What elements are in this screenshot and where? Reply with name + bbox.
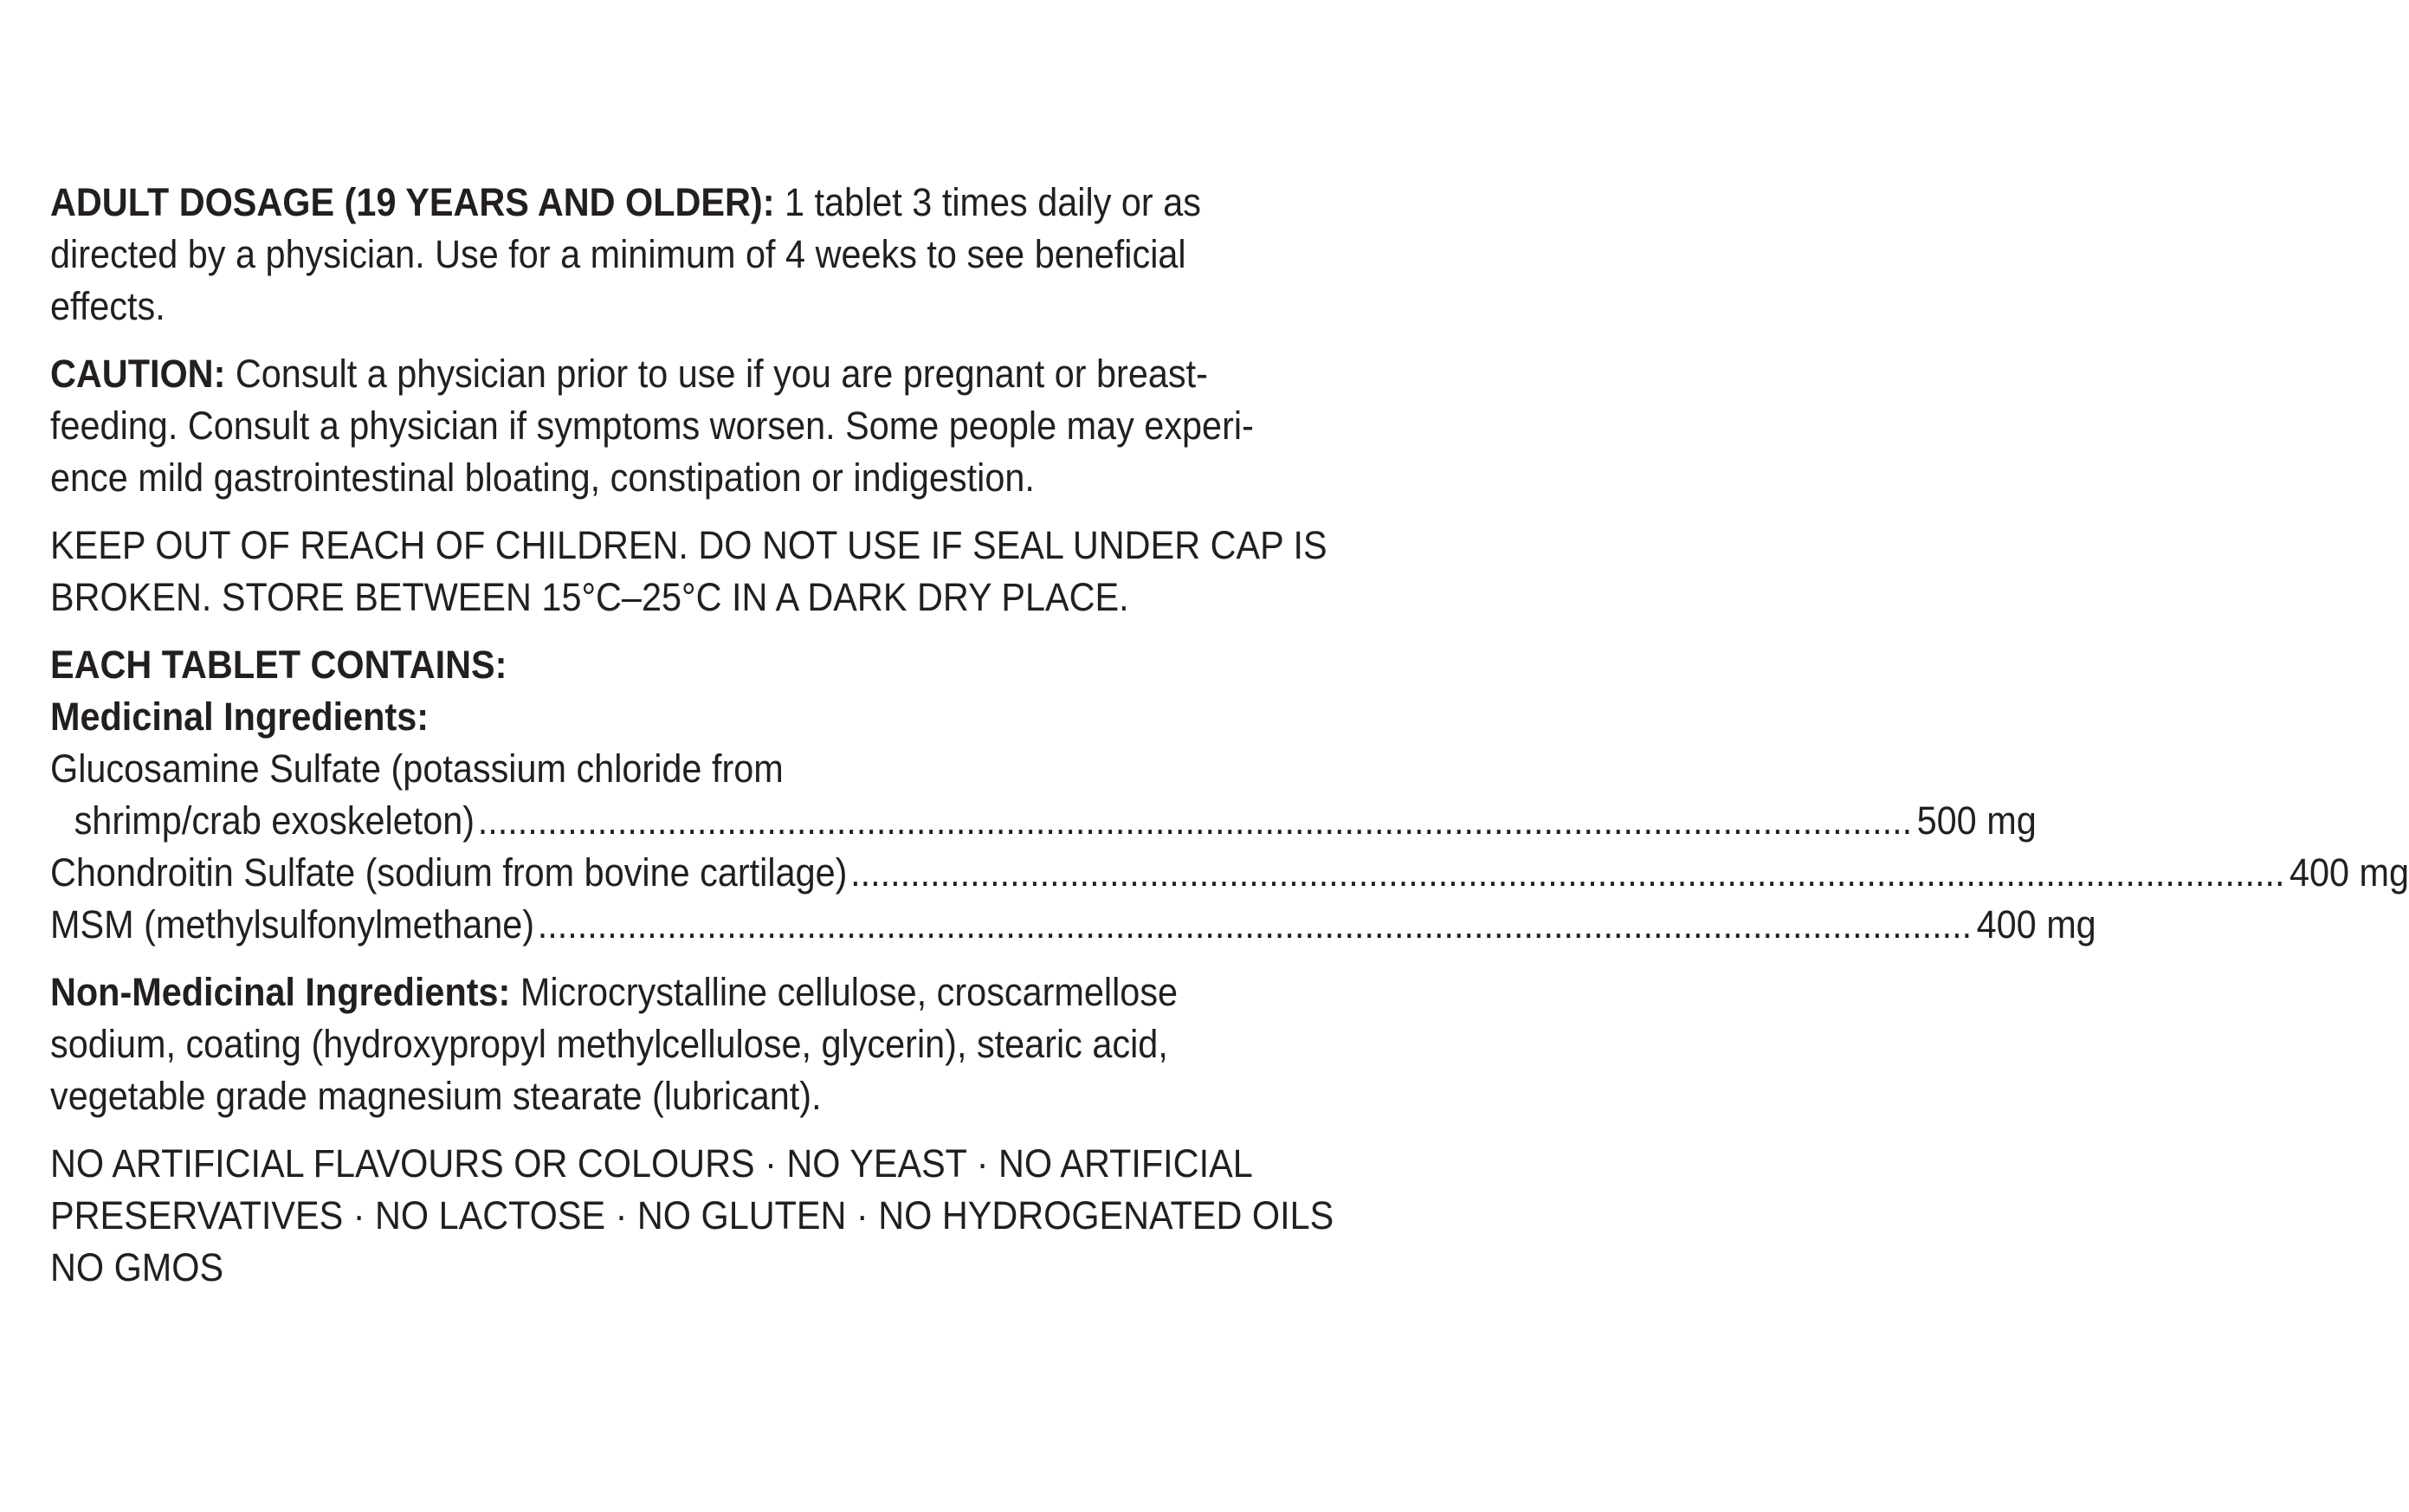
caution-heading: CAUTION: (50, 352, 226, 396)
leader-dots: ................................................................................................................................................ (477, 798, 1913, 843)
ingredient-row (50, 899, 2096, 951)
ingredient-row (50, 847, 2409, 899)
claims-text: PRESERVATIVES · NO LACTOSE · NO GLUTEN · NO HYDROGENATED OILS (50, 1193, 1334, 1237)
non-medicinal-text: sodium, coating (hydroxypropyl methylcellulose, glycerin), stearic acid, (50, 1022, 1168, 1066)
warning-text: KEEP OUT OF REACH OF CHILDREN. DO NOT USE IF SEAL UNDER CAP IS (50, 523, 1327, 567)
ingredient-name: MSM (methylsulfonylmethane) (50, 902, 535, 947)
medicinal-heading: Medicinal Ingredients: (50, 695, 429, 739)
dosage-text: 1 tablet 3 times daily or as (774, 180, 1201, 224)
warning-section (50, 520, 1365, 624)
ingredient-name: Glucosamine Sulfate (potassium chloride from (50, 746, 784, 791)
claims-text: NO ARTIFICIAL FLAVOURS OR COLOURS · NO YEAST · NO ARTIFICIAL (50, 1141, 1253, 1186)
caution-text: Consult a physician prior to use if you are pregnant or breast- (225, 352, 1208, 396)
non-medicinal-text: Microcrystalline cellulose, croscarmellose (510, 970, 1179, 1014)
ingredient-name: Chondroitin Sulfate (sodium from bovine cartilage) (50, 850, 848, 895)
ingredient-amount: 400 mg (1976, 902, 2096, 947)
contents-section (50, 639, 2409, 951)
label-text (50, 177, 2409, 1294)
ingredient-name: shrimp/crab exoskeleton) (74, 798, 475, 843)
caution-section (50, 348, 1365, 504)
non-medicinal-text: vegetable grade magnesium stearate (lubricant). (50, 1074, 822, 1118)
dosage-text: effects. (50, 284, 165, 328)
leader-dots: ................................................................................................................................................ (850, 850, 2285, 895)
dosage-section (50, 177, 1365, 333)
claims-text: NO GMOS (50, 1245, 224, 1289)
claims-section (50, 1138, 1365, 1294)
dosage-heading: ADULT DOSAGE (19 YEARS AND OLDER): (50, 180, 775, 224)
leader-dots: ................................................................................................................................................ (537, 902, 1973, 947)
non-medicinal-heading: Non-Medicinal Ingredients: (50, 970, 511, 1014)
non-medicinal-section (50, 966, 1365, 1122)
ingredient-amount: 500 mg (1916, 798, 2037, 843)
contents-heading: EACH TABLET CONTAINS: (50, 643, 507, 687)
caution-text: ence mild gastrointestinal bloating, constipation or indigestion. (50, 456, 1035, 500)
ingredient-row (50, 795, 2037, 847)
warning-text: BROKEN. STORE BETWEEN 15°C–25°C IN A DARK DRY PLACE. (50, 575, 1129, 619)
dosage-text: directed by a physician. Use for a minimum of 4 weeks to see beneficial (50, 232, 1186, 276)
ingredient-amount: 400 mg (2289, 850, 2409, 895)
caution-text: feeding. Consult a physician if symptoms worsen. Some people may experi- (50, 404, 1254, 448)
